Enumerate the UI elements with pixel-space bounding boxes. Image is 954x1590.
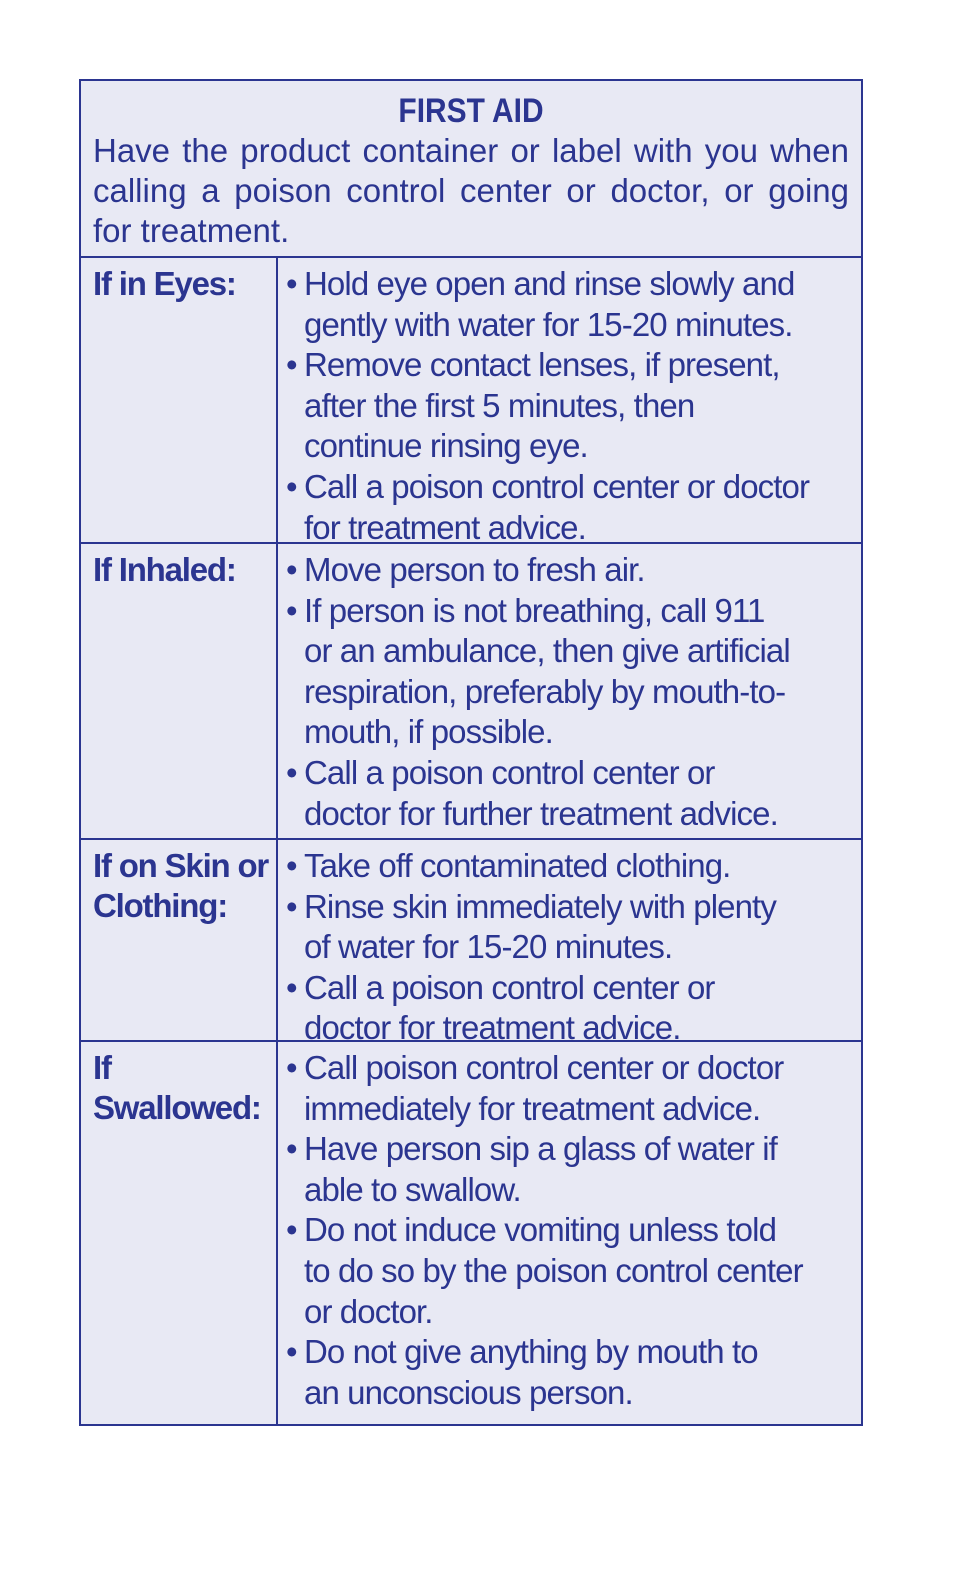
first-aid-title: FIRST AID	[398, 92, 544, 130]
bullet-icon: •	[286, 1211, 297, 1249]
instruction-line: an unconscious person.	[304, 1373, 633, 1411]
row-instructions-inhaled	[280, 544, 860, 834]
bullet-icon: •	[286, 1333, 297, 1371]
first-aid-header	[81, 81, 861, 258]
instruction-line: able to swallow.	[304, 1170, 521, 1208]
instruction-item	[286, 550, 856, 591]
instruction-line: doctor for further treatment advice.	[304, 794, 778, 832]
bullet-icon: •	[286, 551, 297, 588]
instruction-item	[286, 345, 856, 467]
row-label-eyes: If in Eyes:	[81, 258, 278, 542]
bullet-icon: •	[286, 265, 297, 302]
instruction-item	[286, 887, 856, 968]
instruction-line: gently with water for 15-20 minutes.	[304, 305, 793, 343]
instruction-line: or an ambulance, then give artificial	[304, 632, 790, 670]
instruction-line: Call a poison control center or	[304, 968, 715, 1006]
instruction-line: immediately for treatment advice.	[304, 1089, 761, 1127]
bullet-icon: •	[286, 346, 297, 384]
instruction-line: continue rinsing eye.	[304, 427, 588, 465]
first-aid-row-skin	[81, 840, 861, 1047]
instruction-item	[286, 1332, 856, 1413]
row-instructions-eyes	[280, 258, 860, 548]
row-label-swallowed: If Swallowed:	[81, 1042, 278, 1424]
row-instructions-swallowed	[280, 1042, 860, 1413]
instruction-line: respiration, preferably by mouth-to-	[304, 672, 786, 710]
instruction-line: Hold eye open and rinse slowly and	[304, 265, 795, 302]
first-aid-row-eyes	[81, 258, 861, 544]
instruction-line: Call a poison control center or doctor	[304, 467, 810, 505]
instruction-item	[286, 591, 856, 753]
instruction-line: Do not induce vomiting unless told	[304, 1211, 777, 1249]
row-instructions-skin	[280, 840, 860, 1049]
row-label-inhaled: If Inhaled:	[81, 544, 278, 838]
first-aid-row-swallowed	[81, 1042, 861, 1424]
instruction-line: Remove contact lenses, if present,	[304, 346, 780, 384]
instruction-item	[286, 1210, 856, 1332]
instruction-item	[286, 264, 856, 345]
bullet-icon: •	[286, 753, 297, 791]
first-aid-row-inhaled	[81, 544, 861, 840]
instruction-line: Have person sip a glass of water if	[304, 1130, 777, 1168]
instruction-line: after the first 5 minutes, then	[304, 386, 695, 424]
instruction-line: Rinse skin immediately with plenty	[304, 887, 776, 925]
instruction-item	[286, 846, 856, 887]
instruction-line: or doctor.	[304, 1292, 433, 1330]
instruction-line: mouth, if possible.	[304, 713, 553, 751]
first-aid-intro: Have the product container or label with you when calling a poison control center or doctor, or going for treatment.	[93, 132, 849, 249]
instruction-item	[286, 1129, 856, 1210]
instruction-line: Call a poison control center or	[304, 753, 715, 791]
bullet-icon: •	[286, 1049, 297, 1086]
instruction-line: of water for 15-20 minutes.	[304, 928, 673, 966]
row-label-skin: If on Skin or Clothing:	[81, 840, 278, 1040]
instruction-line: to do so by the poison control center	[304, 1251, 803, 1289]
instruction-line: for treatment advice.	[304, 508, 586, 546]
first-aid-panel	[79, 79, 863, 1426]
instruction-item	[286, 1048, 856, 1129]
instruction-line: Take off contaminated clothing.	[304, 847, 731, 884]
instruction-line: If person is not breathing, call 911	[304, 591, 765, 629]
instruction-line: Move person to fresh air.	[304, 551, 645, 588]
bullet-icon: •	[286, 887, 297, 925]
bullet-icon: •	[286, 1130, 297, 1168]
instruction-line: doctor for treatment advice.	[304, 1009, 681, 1047]
instruction-line: Do not give anything by mouth to	[304, 1333, 758, 1371]
instruction-item	[286, 753, 856, 834]
bullet-icon: •	[286, 467, 297, 505]
bullet-icon: •	[286, 591, 297, 629]
instruction-line: Call poison control center or doctor	[304, 1049, 784, 1086]
instruction-item	[286, 467, 856, 548]
bullet-icon: •	[286, 968, 297, 1006]
instruction-item	[286, 968, 856, 1049]
bullet-icon: •	[286, 847, 297, 884]
